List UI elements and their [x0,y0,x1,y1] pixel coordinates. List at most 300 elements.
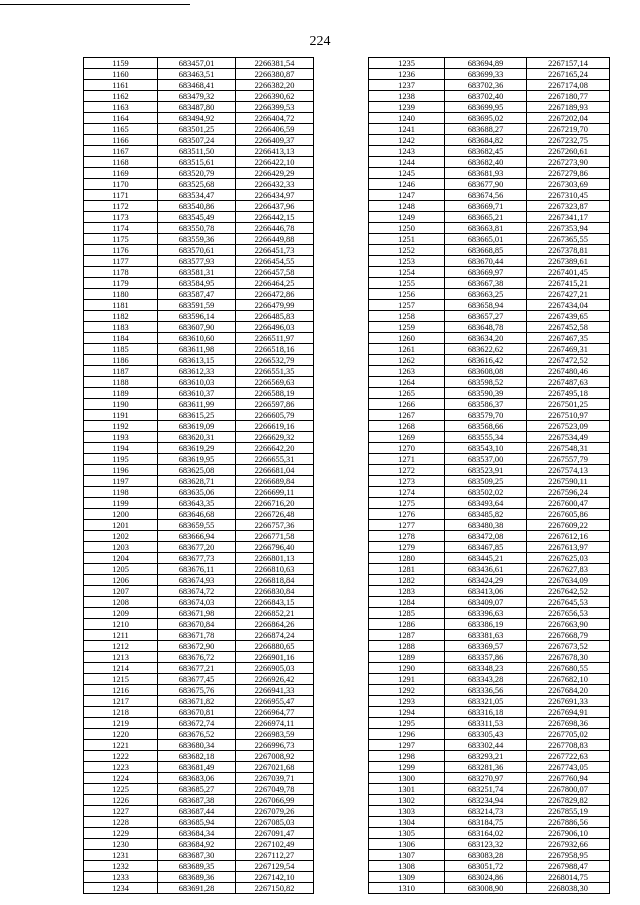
x-coordinate-cell: 683699,33 [445,69,527,80]
table-row [369,113,610,124]
x-coordinate-cell: 683674,93 [158,575,236,586]
x-coordinate-cell: 683671,98 [158,608,236,619]
y-coordinate-cell: 2266818,84 [236,575,314,586]
table-row [84,597,314,608]
y-coordinate-cell: 2266864,26 [236,619,314,630]
point-number-cell: 1224 [84,773,158,784]
table-row [369,630,610,641]
table-row [84,696,314,707]
point-number-cell: 1274 [369,487,445,498]
point-number-cell: 1190 [84,399,158,410]
point-number-cell: 1298 [369,751,445,762]
x-coordinate-cell: 683610,60 [158,333,236,344]
table-row [369,564,610,575]
point-number-cell: 1222 [84,751,158,762]
x-coordinate-cell: 683680,34 [158,740,236,751]
table-row [369,289,610,300]
point-number-cell: 1205 [84,564,158,575]
x-coordinate-cell: 683509,25 [445,476,527,487]
y-coordinate-cell: 2267467,35 [527,333,610,344]
y-coordinate-cell: 2266422,10 [236,157,314,168]
table-row [84,729,314,740]
point-number-cell: 1179 [84,278,158,289]
y-coordinate-cell: 2267958,95 [527,850,610,861]
x-coordinate-cell: 683584,95 [158,278,236,289]
point-number-cell: 1268 [369,421,445,432]
table-row [369,366,610,377]
table-row [84,619,314,630]
x-coordinate-cell: 683687,38 [158,795,236,806]
x-coordinate-cell: 683613,15 [158,355,236,366]
table-row [369,256,610,267]
point-number-cell: 1264 [369,377,445,388]
x-coordinate-cell: 683682,45 [445,146,527,157]
table-row [84,135,314,146]
x-coordinate-cell: 683668,85 [445,245,527,256]
table-row [369,124,610,135]
x-coordinate-cell: 683619,95 [158,454,236,465]
table-row [84,674,314,685]
x-coordinate-cell: 683677,45 [158,674,236,685]
table-row [369,58,610,69]
x-coordinate-cell: 683409,07 [445,597,527,608]
point-number-cell: 1170 [84,179,158,190]
table-row [84,641,314,652]
table-row [369,608,610,619]
point-number-cell: 1178 [84,267,158,278]
x-coordinate-cell: 683610,37 [158,388,236,399]
y-coordinate-cell: 2267682,10 [527,674,610,685]
point-number-cell: 1211 [84,630,158,641]
point-number-cell: 1209 [84,608,158,619]
table-row [369,740,610,751]
y-coordinate-cell: 2266381,54 [236,58,314,69]
y-coordinate-cell: 2267273,90 [527,157,610,168]
point-number-cell: 1296 [369,729,445,740]
table-row [369,707,610,718]
table-row [84,740,314,751]
x-coordinate-cell: 683234,94 [445,795,527,806]
x-coordinate-cell: 683622,62 [445,344,527,355]
y-coordinate-cell: 2267180,77 [527,91,610,102]
y-coordinate-cell: 2267150,82 [236,883,314,894]
y-coordinate-cell: 2267678,30 [527,652,610,663]
x-coordinate-cell: 683667,38 [445,278,527,289]
table-row [369,168,610,179]
point-number-cell: 1171 [84,190,158,201]
y-coordinate-cell: 2267142,10 [236,872,314,883]
point-number-cell: 1285 [369,608,445,619]
point-number-cell: 1184 [84,333,158,344]
x-coordinate-cell: 683672,90 [158,641,236,652]
x-coordinate-cell: 683643,35 [158,498,236,509]
point-number-cell: 1269 [369,432,445,443]
y-coordinate-cell: 2267341,17 [527,212,610,223]
y-coordinate-cell: 2267625,03 [527,553,610,564]
x-coordinate-cell: 683386,19 [445,619,527,630]
y-coordinate-cell: 2267708,83 [527,740,610,751]
y-coordinate-cell: 2267102,49 [236,839,314,850]
point-number-cell: 1251 [369,234,445,245]
table-row [369,839,610,850]
x-coordinate-cell: 683677,90 [445,179,527,190]
point-number-cell: 1301 [369,784,445,795]
x-coordinate-cell: 683670,81 [158,707,236,718]
y-coordinate-cell: 2267165,24 [527,69,610,80]
point-number-cell: 1160 [84,69,158,80]
x-coordinate-cell: 683302,44 [445,740,527,751]
y-coordinate-cell: 2266852,21 [236,608,314,619]
table-row [84,531,314,542]
table-row [369,410,610,421]
y-coordinate-cell: 2267085,03 [236,817,314,828]
table-row [369,311,610,322]
x-coordinate-cell: 683628,71 [158,476,236,487]
y-coordinate-cell: 2266941,33 [236,685,314,696]
point-number-cell: 1304 [369,817,445,828]
x-coordinate-cell: 683485,82 [445,509,527,520]
x-coordinate-cell: 683684,82 [445,135,527,146]
y-coordinate-cell: 2268038,30 [527,883,610,894]
point-number-cell: 1195 [84,454,158,465]
x-coordinate-cell: 683669,71 [445,201,527,212]
x-coordinate-cell: 683480,38 [445,520,527,531]
y-coordinate-cell: 2266605,79 [236,410,314,421]
y-coordinate-cell: 2266588,19 [236,388,314,399]
point-number-cell: 1280 [369,553,445,564]
y-coordinate-cell: 2267668,79 [527,630,610,641]
table-row [84,465,314,476]
table-row [84,454,314,465]
x-coordinate-cell: 683251,74 [445,784,527,795]
y-coordinate-cell: 2267415,21 [527,278,610,289]
table-row [369,751,610,762]
x-coordinate-cell: 683472,08 [445,531,527,542]
y-coordinate-cell: 2267634,09 [527,575,610,586]
x-coordinate-cell: 683494,92 [158,113,236,124]
y-coordinate-cell: 2266409,37 [236,135,314,146]
point-number-cell: 1230 [84,839,158,850]
point-number-cell: 1302 [369,795,445,806]
table-row [84,58,314,69]
y-coordinate-cell: 2266699,11 [236,487,314,498]
table-row [369,575,610,586]
table-row [84,443,314,454]
y-coordinate-cell: 2266830,84 [236,586,314,597]
table-row [84,80,314,91]
x-coordinate-cell: 683676,72 [158,652,236,663]
y-coordinate-cell: 2267534,49 [527,432,610,443]
table-row [369,399,610,410]
x-coordinate-cell: 683695,02 [445,113,527,124]
table-row [84,806,314,817]
x-coordinate-cell: 683321,05 [445,696,527,707]
y-coordinate-cell: 2266716,20 [236,498,314,509]
x-coordinate-cell: 683648,78 [445,322,527,333]
x-coordinate-cell: 683611,98 [158,344,236,355]
x-coordinate-cell: 683336,56 [445,685,527,696]
x-coordinate-cell: 683619,09 [158,421,236,432]
point-number-cell: 1281 [369,564,445,575]
table-row [369,201,610,212]
point-number-cell: 1174 [84,223,158,234]
point-number-cell: 1291 [369,674,445,685]
table-row [84,234,314,245]
y-coordinate-cell: 2267574,13 [527,465,610,476]
table-row [369,872,610,883]
y-coordinate-cell: 2266801,13 [236,553,314,564]
y-coordinate-cell: 2267495,18 [527,388,610,399]
point-number-cell: 1306 [369,839,445,850]
y-coordinate-cell: 2266905,03 [236,663,314,674]
point-number-cell: 1187 [84,366,158,377]
x-coordinate-cell: 683586,37 [445,399,527,410]
x-coordinate-cell: 683525,68 [158,179,236,190]
point-number-cell: 1163 [84,102,158,113]
point-number-cell: 1176 [84,245,158,256]
point-number-cell: 1245 [369,168,445,179]
point-number-cell: 1294 [369,707,445,718]
y-coordinate-cell: 2266437,96 [236,201,314,212]
point-number-cell: 1185 [84,344,158,355]
point-number-cell: 1232 [84,861,158,872]
table-row [369,817,610,828]
y-coordinate-cell: 2266597,86 [236,399,314,410]
table-row [369,729,610,740]
x-coordinate-cell: 683675,76 [158,685,236,696]
table-row [369,696,610,707]
point-number-cell: 1258 [369,311,445,322]
table-row [369,597,610,608]
x-coordinate-cell: 683677,73 [158,553,236,564]
x-coordinate-cell: 683702,36 [445,80,527,91]
y-coordinate-cell: 2267323,87 [527,201,610,212]
x-coordinate-cell: 683467,85 [445,542,527,553]
table-row [84,883,314,894]
point-number-cell: 1263 [369,366,445,377]
y-coordinate-cell: 2268014,75 [527,872,610,883]
y-coordinate-cell: 2267605,86 [527,509,610,520]
table-row [369,553,610,564]
table-row [84,608,314,619]
point-number-cell: 1246 [369,179,445,190]
point-number-cell: 1220 [84,729,158,740]
x-coordinate-cell: 683396,63 [445,608,527,619]
y-coordinate-cell: 2266983,59 [236,729,314,740]
x-coordinate-cell: 683591,59 [158,300,236,311]
x-coordinate-cell: 683670,44 [445,256,527,267]
y-coordinate-cell: 2267722,63 [527,751,610,762]
y-coordinate-cell: 2267886,56 [527,817,610,828]
point-number-cell: 1307 [369,850,445,861]
x-coordinate-cell: 683635,06 [158,487,236,498]
table-row [84,333,314,344]
table-row [369,344,610,355]
point-number-cell: 1288 [369,641,445,652]
y-coordinate-cell: 2267021,68 [236,762,314,773]
x-coordinate-cell: 683311,53 [445,718,527,729]
x-coordinate-cell: 683540,86 [158,201,236,212]
table-row [84,520,314,531]
table-row [84,344,314,355]
table-row [369,773,610,784]
point-number-cell: 1242 [369,135,445,146]
y-coordinate-cell: 2267189,93 [527,102,610,113]
page-number: 224 [309,34,331,49]
point-number-cell: 1207 [84,586,158,597]
point-number-cell: 1238 [369,91,445,102]
point-number-cell: 1200 [84,509,158,520]
table-row [369,69,610,80]
table-row [369,674,610,685]
point-number-cell: 1276 [369,509,445,520]
y-coordinate-cell: 2266434,97 [236,190,314,201]
y-coordinate-cell: 2266404,72 [236,113,314,124]
table-row [84,355,314,366]
y-coordinate-cell: 2266880,65 [236,641,314,652]
y-coordinate-cell: 2267066,99 [236,795,314,806]
point-number-cell: 1169 [84,168,158,179]
x-coordinate-cell: 683681,49 [158,762,236,773]
x-coordinate-cell: 683689,36 [158,872,236,883]
point-number-cell: 1271 [369,454,445,465]
x-coordinate-cell: 683685,27 [158,784,236,795]
table-row [369,883,610,894]
point-number-cell: 1261 [369,344,445,355]
y-coordinate-cell: 2266442,15 [236,212,314,223]
y-coordinate-cell: 2267523,09 [527,421,610,432]
x-coordinate-cell: 683550,78 [158,223,236,234]
x-coordinate-cell: 683164,02 [445,828,527,839]
x-coordinate-cell: 683663,81 [445,223,527,234]
table-row [369,421,610,432]
y-coordinate-cell: 2267800,07 [527,784,610,795]
table-row [84,157,314,168]
x-coordinate-cell: 683687,30 [158,850,236,861]
table-row [84,201,314,212]
point-number-cell: 1159 [84,58,158,69]
x-coordinate-cell: 683598,52 [445,377,527,388]
x-coordinate-cell: 683665,21 [445,212,527,223]
table-row [84,553,314,564]
y-coordinate-cell: 2266757,36 [236,520,314,531]
x-coordinate-cell: 683612,33 [158,366,236,377]
y-coordinate-cell: 2267365,55 [527,234,610,245]
x-coordinate-cell: 683685,94 [158,817,236,828]
table-row [84,652,314,663]
point-number-cell: 1206 [84,575,158,586]
point-number-cell: 1215 [84,674,158,685]
point-number-cell: 1305 [369,828,445,839]
x-coordinate-cell: 683691,28 [158,883,236,894]
y-coordinate-cell: 2266432,33 [236,179,314,190]
y-coordinate-cell: 2267434,04 [527,300,610,311]
table-row [84,124,314,135]
table-row [84,190,314,201]
table-row [369,146,610,157]
point-number-cell: 1289 [369,652,445,663]
y-coordinate-cell: 2267548,31 [527,443,610,454]
point-number-cell: 1284 [369,597,445,608]
point-number-cell: 1308 [369,861,445,872]
x-coordinate-cell: 683670,84 [158,619,236,630]
table-row [369,443,610,454]
x-coordinate-cell: 683665,01 [445,234,527,245]
point-number-cell: 1249 [369,212,445,223]
x-coordinate-cell: 683457,01 [158,58,236,69]
y-coordinate-cell: 2267008,92 [236,751,314,762]
table-row [369,278,610,289]
x-coordinate-cell: 683579,70 [445,410,527,421]
y-coordinate-cell: 2266629,32 [236,432,314,443]
point-number-cell: 1175 [84,234,158,245]
table-row [84,300,314,311]
point-number-cell: 1225 [84,784,158,795]
table-row [369,179,610,190]
point-number-cell: 1167 [84,146,158,157]
y-coordinate-cell: 2267472,52 [527,355,610,366]
point-number-cell: 1161 [84,80,158,91]
point-number-cell: 1267 [369,410,445,421]
y-coordinate-cell: 2266446,78 [236,223,314,234]
point-number-cell: 1262 [369,355,445,366]
point-number-cell: 1299 [369,762,445,773]
y-coordinate-cell: 2267310,45 [527,190,610,201]
table-row [369,355,610,366]
table-row [84,410,314,421]
y-coordinate-cell: 2266619,16 [236,421,314,432]
point-number-cell: 1270 [369,443,445,454]
x-coordinate-cell: 683537,00 [445,454,527,465]
table-row [369,300,610,311]
x-coordinate-cell: 683436,61 [445,564,527,575]
x-coordinate-cell: 683587,47 [158,289,236,300]
y-coordinate-cell: 2266964,77 [236,707,314,718]
x-coordinate-cell: 683270,97 [445,773,527,784]
x-coordinate-cell: 683677,21 [158,663,236,674]
point-number-cell: 1223 [84,762,158,773]
x-coordinate-cell: 683684,92 [158,839,236,850]
y-coordinate-cell: 2267680,55 [527,663,610,674]
y-coordinate-cell: 2266689,84 [236,476,314,487]
y-coordinate-cell: 2267906,10 [527,828,610,839]
table-row [84,212,314,223]
x-coordinate-cell: 683699,95 [445,102,527,113]
y-coordinate-cell: 2267691,33 [527,696,610,707]
y-coordinate-cell: 2266532,79 [236,355,314,366]
point-number-cell: 1182 [84,311,158,322]
point-number-cell: 1168 [84,157,158,168]
table-row [84,586,314,597]
point-number-cell: 1279 [369,542,445,553]
y-coordinate-cell: 2267219,70 [527,124,610,135]
point-number-cell: 1177 [84,256,158,267]
point-number-cell: 1191 [84,410,158,421]
x-coordinate-cell: 683683,06 [158,773,236,784]
table-row [84,861,314,872]
point-number-cell: 1287 [369,630,445,641]
table-row [84,663,314,674]
point-number-cell: 1189 [84,388,158,399]
table-row [369,388,610,399]
x-coordinate-cell: 683676,52 [158,729,236,740]
x-coordinate-cell: 683184,75 [445,817,527,828]
point-number-cell: 1183 [84,322,158,333]
point-number-cell: 1226 [84,795,158,806]
table-row [369,135,610,146]
table-row [84,751,314,762]
table-row [84,542,314,553]
